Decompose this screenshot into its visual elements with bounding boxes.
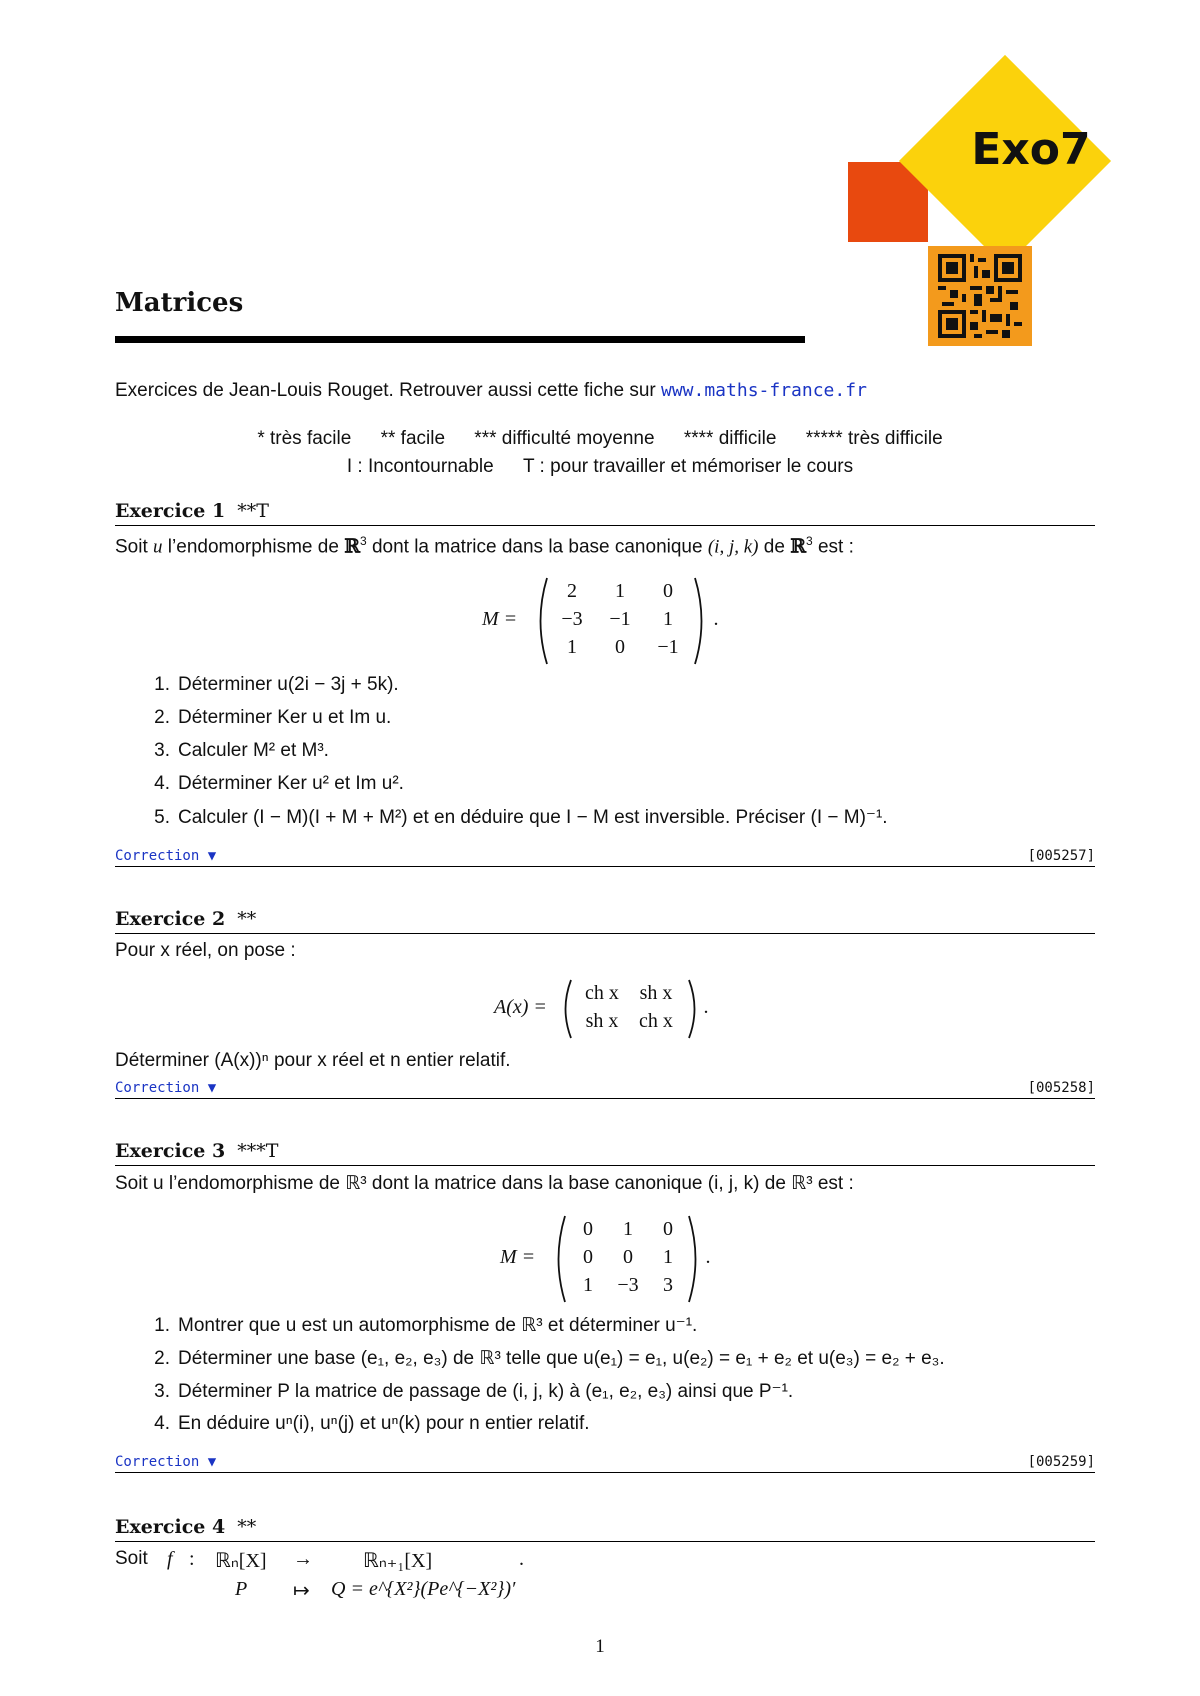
matrix-lhs: M =: [500, 1246, 536, 1268]
matrix-cell: 1: [615, 580, 625, 602]
matrix-cell: 0: [583, 1246, 593, 1268]
list-item: 2. Déterminer une base (e₁, e₂, e₃) de ℝ³ telle que u(e₁) = e₁, u(e₂) = e₁ + e₂ et u(e₃) = e₂ + e₃.: [154, 1348, 945, 1369]
legend-level: *** difficulté moyenne: [474, 428, 655, 449]
difficulty-legend: [0, 428, 1200, 450]
page-number: 1: [595, 1636, 605, 1657]
exercise-id: [005257]: [1027, 848, 1095, 864]
legend-level: ***** très difficile: [805, 428, 943, 449]
left-paren-icon: [558, 978, 574, 1040]
legend-travailler: T : pour travailler et mémoriser le cours: [522, 456, 854, 477]
list-item: 3. Déterminer P la matrice de passage de (i, j, k) à (e₁, e₂, e₃) ainsi que P⁻¹.: [154, 1381, 794, 1402]
correction-link[interactable]: Correction ▼: [115, 1080, 217, 1096]
legend-level: * très facile: [257, 428, 352, 449]
exercise-stars: **: [237, 908, 257, 930]
legend-line-2: [0, 456, 1200, 478]
matrix-cell: 0: [615, 636, 625, 658]
matrix-cell: 0: [663, 1218, 673, 1240]
exercise-2-question: Déterminer (A(x))ⁿ pour x réel et n entier relatif.: [115, 1050, 511, 1071]
exercise-label: Exercice 2: [115, 908, 226, 930]
page-title: Matrices: [115, 288, 244, 318]
correction-link[interactable]: Correction ▼: [115, 1454, 217, 1470]
matrix-cell: sh x: [639, 982, 673, 1004]
list-item: 1. Montrer que u est un automorphisme de ℝ³ et déterminer u⁻¹.: [154, 1315, 698, 1336]
matrix-cell: 1: [623, 1218, 633, 1240]
exercise-4-heading: [115, 1516, 1095, 1542]
maths-france-link[interactable]: www.maths-france.fr: [661, 380, 867, 401]
exercise-3-statement: Soit u l’endomorphisme de ℝ³ dont la matrice dans la base canonique (i, j, k) de ℝ³ est :: [115, 1173, 854, 1194]
intro-text: Exercices de Jean-Louis Rouget. Retrouver aussi cette fiche sur: [115, 380, 661, 401]
list-item: 4. En déduire uⁿ(i), uⁿ(j) et uⁿ(k) pour n entier relatif.: [154, 1413, 590, 1434]
exercise-2-statement: Pour x réel, on pose :: [115, 940, 296, 961]
matrix-cell: −1: [609, 608, 631, 630]
exercise-id: [005259]: [1027, 1454, 1095, 1470]
list-item: 4. Déterminer Ker u² et Im u².: [154, 773, 404, 794]
exercise-label: Exercice 4: [115, 1516, 226, 1538]
matrix-cell: ch x: [639, 1010, 673, 1032]
matrix-cell: 0: [583, 1218, 593, 1240]
right-paren-icon: [692, 576, 710, 666]
exercise-stars: **T: [237, 500, 269, 522]
matrix-cell: 2: [567, 580, 577, 602]
exercise-label: Exercice 1: [115, 500, 226, 522]
exercise-stars: **: [237, 1516, 257, 1538]
exo7-logo: [848, 56, 1118, 346]
matrix-cell: −3: [617, 1274, 639, 1296]
matrix-cell: −3: [561, 608, 583, 630]
matrix-lhs: M =: [482, 608, 518, 630]
matrix-cell: 3: [663, 1274, 673, 1296]
matrix-lhs: A(x) =: [494, 996, 547, 1018]
intro-line: [115, 380, 867, 402]
legend-incontournable: I : Incontournable: [346, 456, 494, 477]
right-paren-icon: [686, 1214, 704, 1304]
correction-bar: [115, 1454, 1095, 1473]
left-paren-icon: [532, 576, 550, 666]
qr-code-icon: [928, 246, 1032, 346]
matrix-cell: 0: [623, 1246, 633, 1268]
exercise-id: [005258]: [1027, 1080, 1095, 1096]
legend-level: **** difficile: [683, 428, 777, 449]
map-definition: Soit f : ℝₙ[X] → ℝₙ₊₁[X] . P ↦ Q = e^{X²}(Pe^{−X²})′: [115, 1548, 524, 1602]
right-paren-icon: [686, 978, 702, 1040]
matrix-display: A(x) = ch x sh x sh x ch x .: [490, 978, 730, 1040]
title-rule: [115, 336, 805, 343]
list-item: 5. Calculer (I − M)(I + M + M²) et en déduire que I − M est inversible. Préciser (I − M)⁻¹.: [154, 807, 888, 828]
matrix-cell: 1: [567, 636, 577, 658]
legend-level: ** facile: [380, 428, 446, 449]
matrix-display: M = 2 1 0 −3 −1 1 1 0 −1 .: [470, 576, 730, 666]
correction-bar: [115, 1080, 1095, 1099]
matrix-cell: 1: [663, 608, 673, 630]
exercise-3-heading: [115, 1140, 1095, 1166]
list-item: 2. Déterminer Ker u et Im u.: [154, 707, 392, 728]
correction-bar: [115, 848, 1095, 867]
logo-text: Exo7: [971, 124, 1091, 175]
matrix-cell: 1: [583, 1274, 593, 1296]
exercise-1-heading: [115, 500, 1095, 526]
correction-link[interactable]: Correction ▼: [115, 848, 217, 864]
exercise-1-statement: Soit u l’endomorphisme de ℝ$^3$ dont la matrice dans la base canonique (i, j, k) de ℝ$^3$ est :: [115, 534, 854, 558]
matrix-cell: sh x: [585, 1010, 619, 1032]
list-item: 1. Déterminer u(2i − 3j + 5k).: [154, 674, 399, 695]
matrix-display: M = 0 1 0 0 0 1 1 −3 3 .: [490, 1214, 730, 1304]
list-item: 3. Calculer M² et M³.: [154, 740, 329, 761]
matrix-cell: 1: [663, 1246, 673, 1268]
matrix-cell: 0: [663, 580, 673, 602]
exercise-label: Exercice 3: [115, 1140, 226, 1162]
matrix-cell: ch x: [585, 982, 619, 1004]
exercise-stars: ***T: [237, 1140, 279, 1162]
exercise-2-heading: [115, 908, 1095, 934]
matrix-cell: −1: [657, 636, 679, 658]
